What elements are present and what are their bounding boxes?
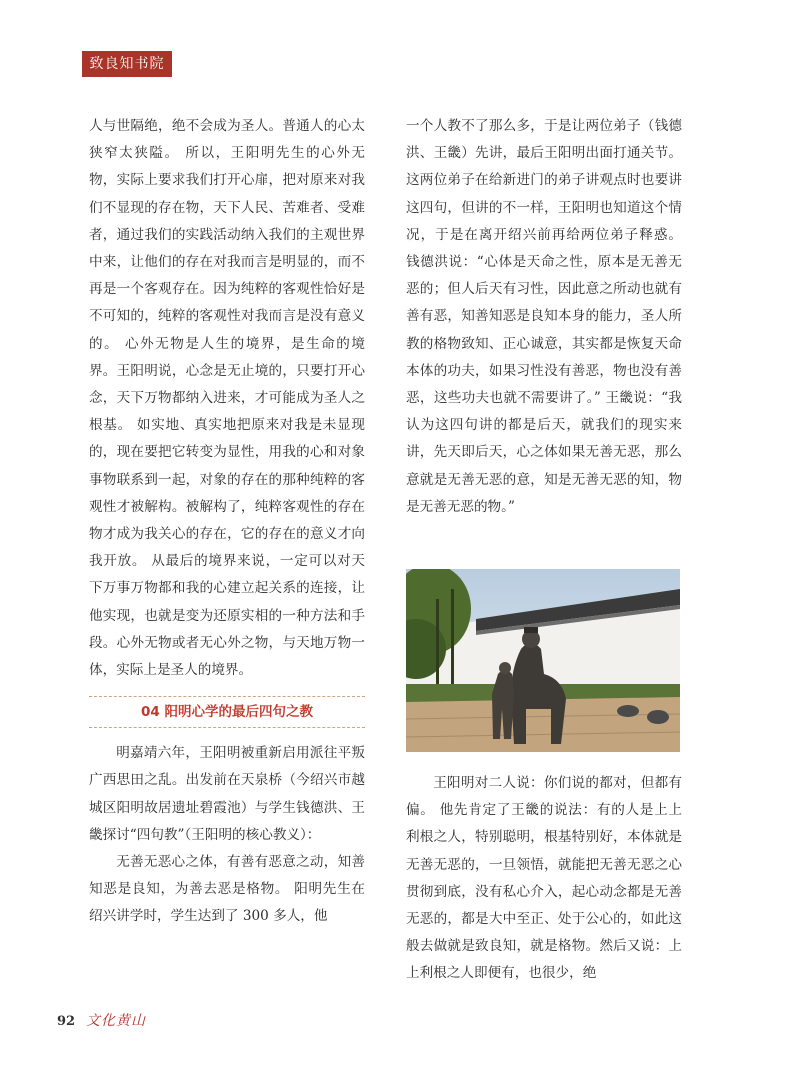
right-column-bottom xyxy=(406,770,682,988)
magazine-logo: 文化黄山 xyxy=(86,1013,146,1029)
body-paragraph: 人与世隔绝，绝不会成为圣人。普通人的心太狭窄太狭隘。 所以，王阳明先生的心外无物，实际上要求我们打开心扉，把对原来对我们不显现的存在物，天下人民、苦难者、受难者，通过我们的实践活动纳入我们的主观世界中来，让他们的存在对我而言是明显的，而不再是一个客观存在。因为纯粹的客观性恰好是不可知的，纯粹的客观性对我而言是没有意义的。 心外无物是人生的境界，是生命的境界。王阳明说，心念是无止境的，只要打开心念，天下万物都纳入进来，才可能成为圣人之根基。 如实地、真实地把原来对我是未显现的，现在要把它转变为显性，用我的心和对象事物联系到一起，对象的存在的那种纯粹的客观性才被解构。被解构了，纯粹客观性的存在物才成为我关心的存在，它的存在的意义才向我开放。 从最后的境界来说，一定可以对天下万事万物都和我的心建立起关系的连接，让他实现，也就是变为还原实相的一种方法和手段。心外无物或者无心外之物，与天地万物一体，实际上是圣人的境界。 xyxy=(89,118,365,679)
body-paragraph: 明嘉靖六年，王阳明被重新启用派往平叛广西思田之乱。出发前在天泉桥（今绍兴市越城区阳明故居遗址碧霞池）与学生钱德洪、王畿探讨“四句教”（王阳明的核心教义）： xyxy=(89,745,365,843)
statue-photo xyxy=(406,569,680,752)
section-heading: 04 阳明心学的最后四句之教 xyxy=(89,696,365,728)
body-paragraph: 无善无恶心之体，有善有恶意之动，知善知恶是良知，为善去恶是格物。 阳明先生在绍兴讲学时，学生达到了 300 多人，他 xyxy=(89,854,365,925)
body-paragraph: 一个人教不了那么多，于是让两位弟子（钱德洪、王畿）先讲，最后王阳明出面打通关节。 这两位弟子在给新进门的弟子讲观点时也要讲这四句，但讲的不一样，王阳明也知道这个情况，于是在离开绍兴前再给两位弟子释惑。 钱德洪说：“心体是天命之性，原本是无善无恶的；但人后天有习性，因此意之所动也就有善有恶，知善知恶是良知本身的能力，圣人所教的格物致知、正心诚意，其实都是恢复天命本体的功夫，如果习性没有善恶，物也没有善恶，这些功夫也就不需要讲了。” 王畿说：“我认为这四句讲的都是后天，就我们的现实来讲，先天即后天，心之体如果无善无恶，那么意就是无善无恶的意，知是无善无恶的知，物是无善无恶的物。” xyxy=(406,118,682,515)
page-number: 92 xyxy=(57,1014,76,1029)
left-column xyxy=(89,113,365,931)
right-column-top xyxy=(406,113,682,521)
section-header-tab: 致良知书院 xyxy=(82,51,172,77)
statue-photo-illustration xyxy=(406,569,680,752)
body-paragraph: 王阳明对二人说：你们说的都对，但都有偏。 他先肯定了王畿的说法：有的人是上上利根之人，特别聪明，根基特别好，本体就是无善无恶的，一旦领悟，就能把无善无恶之心贯彻到底，没有私心介入，起心动念都是无善无恶的，都是大中至正、处于公心的，如此这般去做就是致良知，就是格物。然后又说：上上利根之人即便有，也很少，绝 xyxy=(406,775,682,982)
